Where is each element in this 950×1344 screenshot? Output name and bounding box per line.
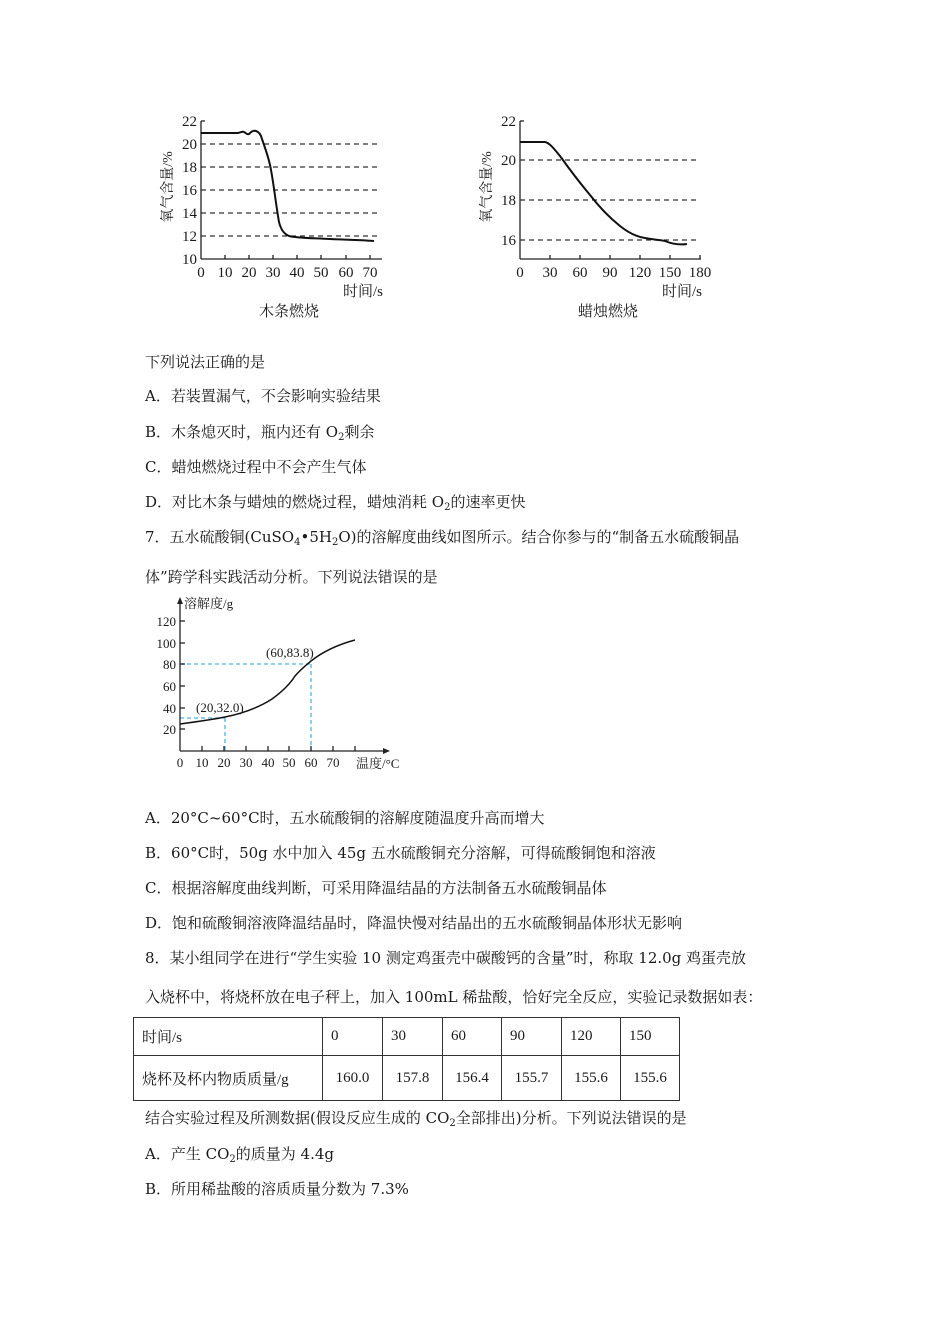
svg-text:时间/s: 时间/s — [661, 284, 702, 300]
table-cell: 150 — [621, 1018, 680, 1056]
svg-text:10: 10 — [195, 755, 209, 770]
svg-text:40: 40 — [261, 755, 275, 770]
svg-text:0: 0 — [516, 265, 524, 281]
svg-text:温度/°C: 温度/°C — [356, 756, 400, 771]
svg-text:木条燃烧: 木条燃烧 — [258, 304, 320, 320]
svg-text:100: 100 — [156, 636, 176, 651]
svg-text:120: 120 — [156, 614, 176, 629]
solubility-chart — [140, 590, 410, 780]
svg-text:30: 30 — [542, 265, 558, 281]
q7-stem-line1: 7．五水硫酸铜$(CuSO_4•5H_2O)$的溶解度曲线如图所示。结合你参与的“制备五水硫酸铜晶 — [145, 528, 740, 548]
table-header-cell: 时间/s — [134, 1018, 323, 1056]
q7-option-a: A．20°C~60°C时，五水硫酸铜的溶解度随温度升高而增大 — [145, 809, 545, 827]
svg-text:蜡烛燃烧: 蜡烛燃烧 — [577, 304, 639, 320]
svg-text:10: 10 — [182, 252, 197, 268]
svg-text:60: 60 — [304, 755, 318, 770]
svg-text:18: 18 — [501, 193, 516, 209]
table-cell: 120 — [562, 1018, 621, 1056]
table-cell: 0 — [323, 1018, 383, 1056]
svg-text:20: 20 — [182, 137, 197, 153]
svg-text:40: 40 — [163, 701, 176, 716]
table-cell: 60 — [443, 1018, 502, 1056]
svg-text:60: 60 — [338, 265, 354, 281]
q8-option-a: A．产生 $CO_2$的质量为 4.4g — [145, 1145, 334, 1165]
svg-text:30: 30 — [265, 265, 281, 281]
svg-text:氧气含量/%: 氧气含量/% — [161, 151, 176, 223]
svg-text:22: 22 — [501, 114, 516, 130]
wood-oxygen-curve — [201, 131, 374, 241]
table-cell: 30 — [383, 1018, 443, 1056]
q7-option-c: C．根据溶解度曲线判断，可采用降温结晶的方法制备五水硫酸铜晶体 — [145, 879, 607, 897]
q8-option-b: B．所用稀盐酸的溶质质量分数为 7.3% — [145, 1180, 409, 1198]
table-row — [134, 1018, 680, 1056]
q6-option-a: A．若装置漏气，不会影响实验结果 — [145, 387, 381, 405]
svg-text:20: 20 — [217, 755, 231, 770]
table-cell: 155.7 — [502, 1056, 562, 1101]
svg-text:0: 0 — [197, 265, 205, 281]
svg-text:60: 60 — [163, 679, 176, 694]
svg-text:时间/s: 时间/s — [342, 284, 383, 300]
svg-text:14: 14 — [182, 206, 197, 222]
svg-text:120: 120 — [628, 265, 652, 281]
q7-option-b: B．60°C时，50g 水中加入 45g 五水硫酸铜充分溶解，可得硫酸铜饱和溶液 — [145, 844, 656, 862]
svg-text:70: 70 — [326, 755, 340, 770]
table-cell: 160.0 — [323, 1056, 383, 1101]
q7-stem-line2: 体”跨学科实践活动分析。下列说法错误的是 — [145, 568, 438, 586]
q8-analysis-stem: 结合实验过程及所测数据(假设反应生成的 $CO_2$全部排出)分析。下列说法错误的是 — [145, 1109, 687, 1129]
q6-option-d: D．对比木条与蜡烛的燃烧过程，蜡烛消耗 $O_2$的速率更快 — [145, 493, 526, 513]
candle-oxygen-curve — [520, 142, 687, 244]
svg-text:(60,83.8): (60,83.8) — [266, 645, 314, 660]
q6-option-b: B．木条熄灭时，瓶内还有 $O_2$剩余 — [145, 423, 375, 443]
svg-text:16: 16 — [501, 233, 516, 249]
svg-text:溶解度/g: 溶解度/g — [184, 596, 234, 611]
table-cell: 157.8 — [383, 1056, 443, 1101]
svg-text:20: 20 — [501, 153, 516, 169]
q8-stem-line1: 8．某小组同学在进行“学生实验 10 测定鸡蛋壳中碳酸钙的含量”时，称取 12.0g 鸡蛋壳放 — [145, 949, 747, 967]
table-cell: 156.4 — [443, 1056, 502, 1101]
svg-text:50: 50 — [282, 755, 296, 770]
svg-text:90: 90 — [602, 265, 618, 281]
svg-text:20: 20 — [241, 265, 257, 281]
table-cell: 155.6 — [621, 1056, 680, 1101]
wood-burning-chart — [150, 105, 400, 325]
q8-stem-line2: 入烧杯中，将烧杯放在电子秤上，加入 100mL 稀盐酸，恰好完全反应，实验记录数据如表： — [145, 988, 763, 1006]
table-cell: 155.6 — [562, 1056, 621, 1101]
svg-text:40: 40 — [289, 265, 305, 281]
q6-option-c: C．蜡烛燃烧过程中不会产生气体 — [145, 458, 367, 476]
mass-time-table — [133, 1017, 680, 1101]
svg-text:12: 12 — [182, 229, 197, 245]
svg-text:30: 30 — [239, 755, 253, 770]
svg-text:70: 70 — [362, 265, 378, 281]
svg-text:22: 22 — [182, 114, 197, 130]
svg-text:80: 80 — [163, 657, 176, 672]
svg-text:10: 10 — [217, 265, 233, 281]
svg-text:60: 60 — [572, 265, 588, 281]
candle-burning-chart — [470, 105, 720, 325]
svg-text:0: 0 — [176, 755, 184, 770]
svg-text:氧气含量/%: 氧气含量/% — [480, 151, 495, 223]
svg-text:(20,32.0): (20,32.0) — [196, 700, 244, 715]
table-row — [134, 1056, 680, 1101]
svg-text:20: 20 — [163, 722, 176, 737]
table-header-cell: 烧杯及杯内物质质量/g — [134, 1056, 323, 1101]
svg-text:18: 18 — [182, 160, 197, 176]
svg-text:180: 180 — [688, 265, 712, 281]
table-cell: 90 — [502, 1018, 562, 1056]
svg-text:150: 150 — [658, 265, 682, 281]
svg-text:50: 50 — [313, 265, 329, 281]
q6-stem: 下列说法正确的是 — [145, 353, 266, 371]
q7-option-d: D．饱和硫酸铜溶液降温结晶时，降温快慢对结晶出的五水硫酸铜晶体形状无影响 — [145, 914, 683, 932]
svg-text:16: 16 — [182, 183, 197, 199]
